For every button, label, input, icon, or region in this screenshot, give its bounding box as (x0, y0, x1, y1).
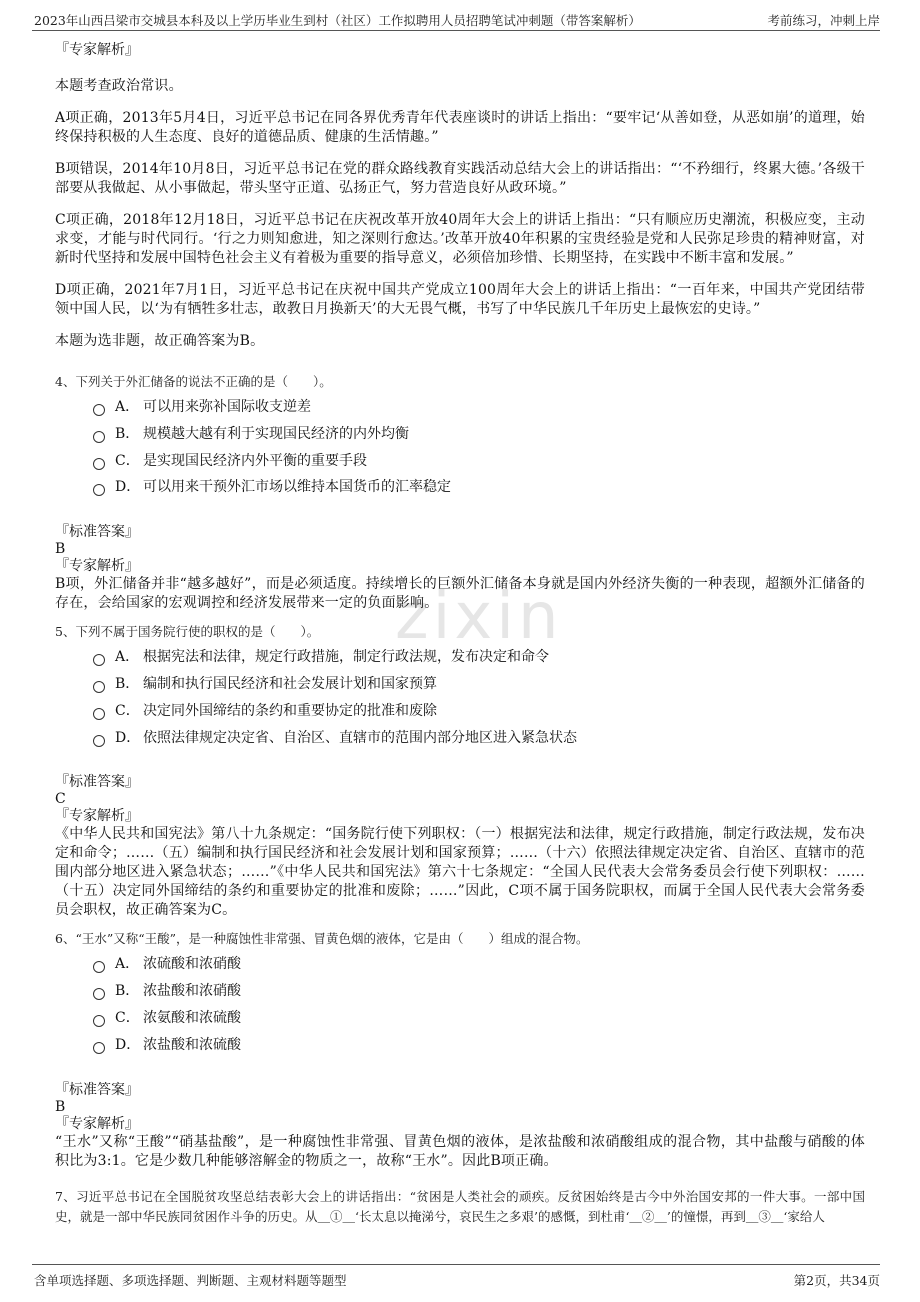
option-a[interactable]: A． 可以用来弥补国际收支逆差 (93, 397, 865, 417)
question-stem: 6、“王水”又称“王酸”，是一种腐蚀性非常强、冒黄色烟的液体，它是由（ ）组成的混合物。 (55, 931, 589, 947)
expert-analysis-label: 『专家解析』 (55, 1115, 139, 1132)
radio-icon[interactable] (93, 1015, 105, 1027)
radio-icon[interactable] (93, 458, 105, 470)
expert-analysis-label: 『专家解析』 (55, 808, 139, 825)
standard-answer: B (55, 1098, 66, 1115)
standard-answer: B (55, 541, 66, 558)
analysis-paragraph: “王水”又称“王酸”“硝基盐酸”，是一种腐蚀性非常强、冒黄色烟的液体，是浓盐酸和浓硝酸组成的混合物，其中盐酸与硝酸的体积比为3:1。它是少数几种能够溶解金的物质之一，故称“王水”。因此B项正确。 (55, 1133, 865, 1169)
analysis-paragraph: 本题考查政治常识。 (55, 78, 183, 94)
option-b[interactable]: B． 规模越大越有利于实现国民经济的内外均衡 (93, 424, 865, 444)
radio-icon[interactable] (93, 988, 105, 1000)
radio-icon[interactable] (93, 484, 105, 496)
standard-answer-label: 『标准答案』 (55, 774, 139, 791)
page-number: 第2页，共34页 (793, 1273, 880, 1288)
radio-icon[interactable] (93, 654, 105, 666)
radio-icon[interactable] (93, 1042, 105, 1054)
header-slogan: 考前练习，冲刺上岸 (767, 13, 880, 28)
standard-answer-label: 『标准答案』 (55, 1081, 139, 1098)
option-c[interactable]: C． 决定同外国缔结的条约和重要协定的批准和废除 (93, 701, 865, 721)
question-stem: 7、习近平总书记在全国脱贫攻坚总结表彰大会上的讲话指出：“贫困是人类社会的顽疾。反贫困始终是古今中外治国安邦的一件大事。一部中国史，就是一部中华民族同贫困作斗争的历史。从＿①＿‘长太息以掩涕兮，哀民生之多艰’的感慨，到杜甫‘＿②＿’的憧憬，再到＿③＿‘家给人 (55, 1188, 865, 1224)
page-content (55, 40, 865, 1227)
option-d[interactable]: D． 浓盐酸和浓硫酸 (93, 1035, 865, 1055)
analysis-paragraph: 本题为选非题，故正确答案为B。 (55, 333, 265, 349)
radio-icon[interactable] (93, 735, 105, 747)
analysis-paragraph: C项正确，2018年12月18日，习近平总书记在庆祝改革开放40周年大会上的讲话上指出：“只有顺应历史潮流，积极应变，主动求变，才能与时代同行。‘行之力则知愈进，知之深则行愈达。’改革开放40年积累的宝贵经验是党和人民弥足珍贵的精神财富，对新时代坚持和发展中国特色社会主义有着极为重要的指导意义，必须倍加珍惜、长期坚持，在实践中不断丰富和发展。” (55, 212, 865, 266)
standard-answer-label: 『标准答案』 (55, 524, 139, 541)
radio-icon[interactable] (93, 404, 105, 416)
option-a[interactable]: A． 根据宪法和法律，规定行政措施，制定行政法规，发布决定和命令 (93, 647, 865, 667)
analysis-paragraph: A项正确，2013年5月4日，习近平总书记在同各界优秀青年代表座谈时的讲话上指出：“要牢记‘从善如登，从恶如崩’的道理，始终保持积极的人生态度、良好的道德品质、健康的生活情趣。” (55, 110, 865, 145)
option-d[interactable]: D． 可以用来干预外汇市场以维持本国货币的汇率稳定 (93, 477, 865, 497)
analysis-paragraph: D项正确，2021年7月1日，习近平总书记在庆祝中国共产党成立100周年大会上的讲话上指出：“一百年来，中国共产党团结带领中国人民，以‘为有牺牲多壮志，敢教日月换新天’的大无畏气概，书写了中华民族几千年历史上最恢宏的史诗。” (55, 282, 865, 317)
option-b[interactable]: B． 浓盐酸和浓硝酸 (93, 981, 865, 1001)
option-list (93, 397, 865, 497)
option-list (93, 954, 865, 1054)
question-stem: 5、下列不属于国务院行使的职权的是（ ）。 (55, 624, 320, 640)
analysis-paragraph: 《中华人民共和国宪法》第八十九条规定：“国务院行使下列职权：（一）根据宪法和法律，规定行政措施，制定行政法规，发布决定和命令；……（五）编制和执行国民经济和社会发展计划和国家预算；……（十六）依照法律规定决定省、自治区、直辖市的范围内部分地区进入紧急状态；……”《中华人民共和国宪法》第六十七条规定：“全国人民代表大会常务委员会行使下列职权：……（十五）决定同外国缔结的条约和重要协定的批准和废除；……”因此，C项不属于国务院职权，而属于全国人民代表大会常务委员会职权，故正确答案为C。 (55, 826, 865, 919)
option-b[interactable]: B． 编制和执行国民经济和社会发展计划和国家预算 (93, 674, 865, 694)
analysis-paragraph: B项，外汇储备并非“越多越好”，而是必须适度。持续增长的巨额外汇储备本身就是国内外经济失衡的一种表现，超额外汇储备的存在，会给国家的宏观调控和经济发展带来一定的负面影响。 (55, 576, 865, 612)
document-title: 2023年山西吕梁市交城县本科及以上学历毕业生到村（社区）工作拟聘用人员招聘笔试冲刺题（带答案解析） (34, 13, 641, 28)
option-list (93, 647, 865, 747)
radio-icon[interactable] (93, 961, 105, 973)
watermark: zixin (395, 580, 563, 654)
option-c[interactable]: C． 是实现国民经济内外平衡的重要手段 (93, 451, 865, 471)
question-stem: 4、下列关于外汇储备的说法不正确的是（ ）。 (55, 374, 332, 389)
radio-icon[interactable] (93, 708, 105, 720)
option-c[interactable]: C． 浓氨酸和浓硫酸 (93, 1008, 865, 1028)
option-a[interactable]: A． 浓硫酸和浓硝酸 (93, 954, 865, 974)
page-footer (32, 1264, 880, 1295)
footer-question-types: 含单项选择题、多项选择题、判断题、主观材料题等题型 (34, 1273, 347, 1288)
standard-answer: C (55, 791, 66, 808)
radio-icon[interactable] (93, 681, 105, 693)
option-d[interactable]: D． 依照法律规定决定省、自治区、直辖市的范围内部分地区进入紧急状态 (93, 728, 865, 748)
page-header (32, 8, 880, 31)
analysis-paragraph: B项错误，2014年10月8日，习近平总书记在党的群众路线教育实践活动总结大会上的讲话指出：“‘不矜细行，终累大德。’各级干部要从我做起、从小事做起，带头坚守正道、弘扬正气，努力营造良好从政环境。” (55, 161, 865, 196)
radio-icon[interactable] (93, 431, 105, 443)
expert-analysis-label: 『专家解析』 (55, 558, 139, 575)
expert-analysis-label: 『专家解析』 (55, 42, 139, 58)
